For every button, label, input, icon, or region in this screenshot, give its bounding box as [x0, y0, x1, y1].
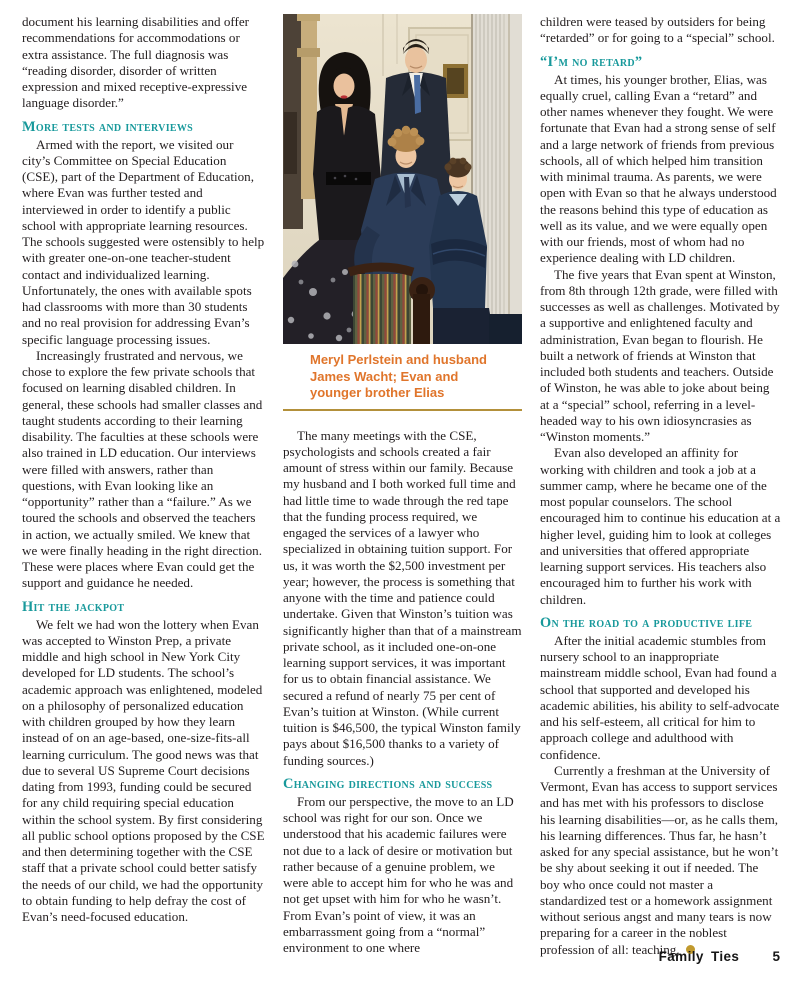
paragraph: children were teased by outsiders for being “retarded” or for going to a “special” school.: [540, 14, 775, 46]
column-left: [22, 14, 265, 925]
paragraph: document his learning disabilities and offer recommendations for accommodations or extra assistance. The full diagnosis was “reading disorder, disorder of written expression and mixed receptive-expressive language disorder.”: [22, 14, 250, 111]
column-middle: [283, 14, 522, 956]
family-photo-illustration: [283, 14, 522, 344]
section-heading-im-no-retard: “I’m no retard”: [540, 53, 643, 70]
page-footer: [659, 949, 780, 964]
photo-caption: Meryl Perlstein and husband James Wacht; Evan and younger brother Elias: [310, 352, 487, 400]
paragraph: Evan also developed an affinity for working with children and took a job at a summer camp, where he became one of the most popular counselors. The school encouraged him to continue his education at a higher level, guiding him to look at colleges and universities that offered appropriate learning support services. His teachers also encouraged him to further his work with children.: [540, 445, 781, 607]
family-photo: [283, 14, 522, 344]
column-right: [540, 14, 781, 958]
paragraph: Increasingly frustrated and nervous, we chose to explore the few private schools that focused on learning disabled children. In general, these schools had smaller classes and taught students according to their learning disability. The faculties at these schools were also trained in LD education. Our interviews were filled with answers, rather than questions, with Evan looking like an “opportunity” rather than a “failure.” As we toured the schools and observed the teachers in action, we actually smiled. We knew that we were finally heading in the right direction. These were places where Evan could get the support and guidance he needed.: [22, 347, 263, 591]
page-number: 5: [772, 949, 780, 964]
paragraph: [540, 763, 781, 958]
middle-body: [283, 428, 522, 957]
paragraph: Armed with the report, we visited our city’s Committee on Special Education (CSE), part of the Department of Education, where Evan was further tested and interviewed in order to identify a public school with appropriate learning resources. The schools suggested were ostensibly to help with greater one-on-one teacher-student contact and individualized learning. Unfortunately, the ones with available spots had classrooms with more than 30 students and no real provision for addressing Evan’s specific language processing issues.: [22, 136, 265, 347]
paragraph: At times, his younger brother, Elias, was equally cruel, calling Evan a “retard” and other names whenever they fought. We were fortunate that Evan had a strong sense of self and a large network of friends from previous schools, all of which helped him transition with minimal trauma. As parents, we were open with Evan so that he always understood the reasons behind this type of education as well as its value, and we were equally open with our friends, most of whom had no experience dealing with LD children.: [540, 71, 777, 266]
section-heading-productive-life: On the road to a productive life: [540, 614, 753, 631]
paragraph: The many meetings with the CSE, psychologists and schools created a fair amount of stress within our family. Because my husband and I both worked full time and had little time to wade through the red tape that the funding process required, we engaged the services of a lawyer who specialized in obtaining tuition support. For us, it was worth the $2,500 investment per year; however, the process is something that anyone with the time and patience could undertake. Given that Winston’s tuition was significantly higher than that of a mainstream private school, as it included one-on-one learning support services, it was important for us to obtain financial assistance. We secured a refund of nearly 75 per cent of Evan’s tuition at Winston. (While current tuition is $46,500, the typical Winston family pays about $16,500 thanks to a variety of funding sources.): [283, 427, 522, 768]
section-heading-hit-the-jackpot: Hit the jackpot: [22, 598, 125, 615]
paragraph: From our perspective, the move to an LD school was right for our son. Once we understood that his academic failures were not due to a lack of desire or motivation but rather because of a genuine problem, we were able to accept him for who he was and not get upset with him for who he wasn’t. From Evan’s point of view, it was an embarrassment going from a “normal” environment to one where: [283, 793, 514, 955]
section-heading-more-tests: More tests and interviews: [22, 118, 194, 135]
footer-publication-title: Family Ties: [658, 949, 740, 964]
paragraph: We felt we had won the lottery when Evan was accepted to Winston Prep, a private middle and high school in New York City developed for LD students. The school’s academic approach was enlightened, modeled on a philosophy of personalized education with children grouped by how they learn instead of on an age-based, one-size-fits-all learning curriculum. The good news was that due to several US Supreme Court decisions dating from 1993, funding could be secured for any child requiring special education within the school system. By first considering all public school options proposed by the CSE and then determining together with the CSE staff that a private school could better satisfy the needs of our child, we had the opportunity to obtain funding to help defray the cost of Evan’s need-focused education.: [22, 616, 265, 924]
gold-rule: [283, 409, 522, 411]
paragraph-text: Currently a freshman at the University of Vermont, Evan has access to support services and has met with his professors to disclose his learning disabilities—or, as he calls them, his learning differences. Thus far, he hasn’t asked for any special assistance, but he won’t be shy about seeking it out if needed. The boy who once could not master a standardized test or a homework assignment without serious angst and many tears is now preparing for a career in the noblest profession of all: teaching.: [540, 762, 779, 957]
paragraph: The five years that Evan spent at Winston, from 8th through 12th grade, were filled with successes as well as challenges. Motivated by a supportive and enlightened faculty and administration, Evan began to flourish. He built a network of friends at Winston that included both students and teachers. Outside of Winston, he was able to joke about being at a “special” school, referring in a level-headed way to his own idiosyncrasies as “Winston moments.”: [540, 266, 780, 444]
paragraph: After the initial academic stumbles from nursery school to an inappropriate mainstream middle school, Evan had found a school that supported and developed his academic abilities, his ability to self-advocate and his self-esteem, all critical for him to approach college and adulthood with confidence.: [540, 632, 780, 762]
section-heading-changing-directions: Changing directions and success: [283, 775, 493, 792]
